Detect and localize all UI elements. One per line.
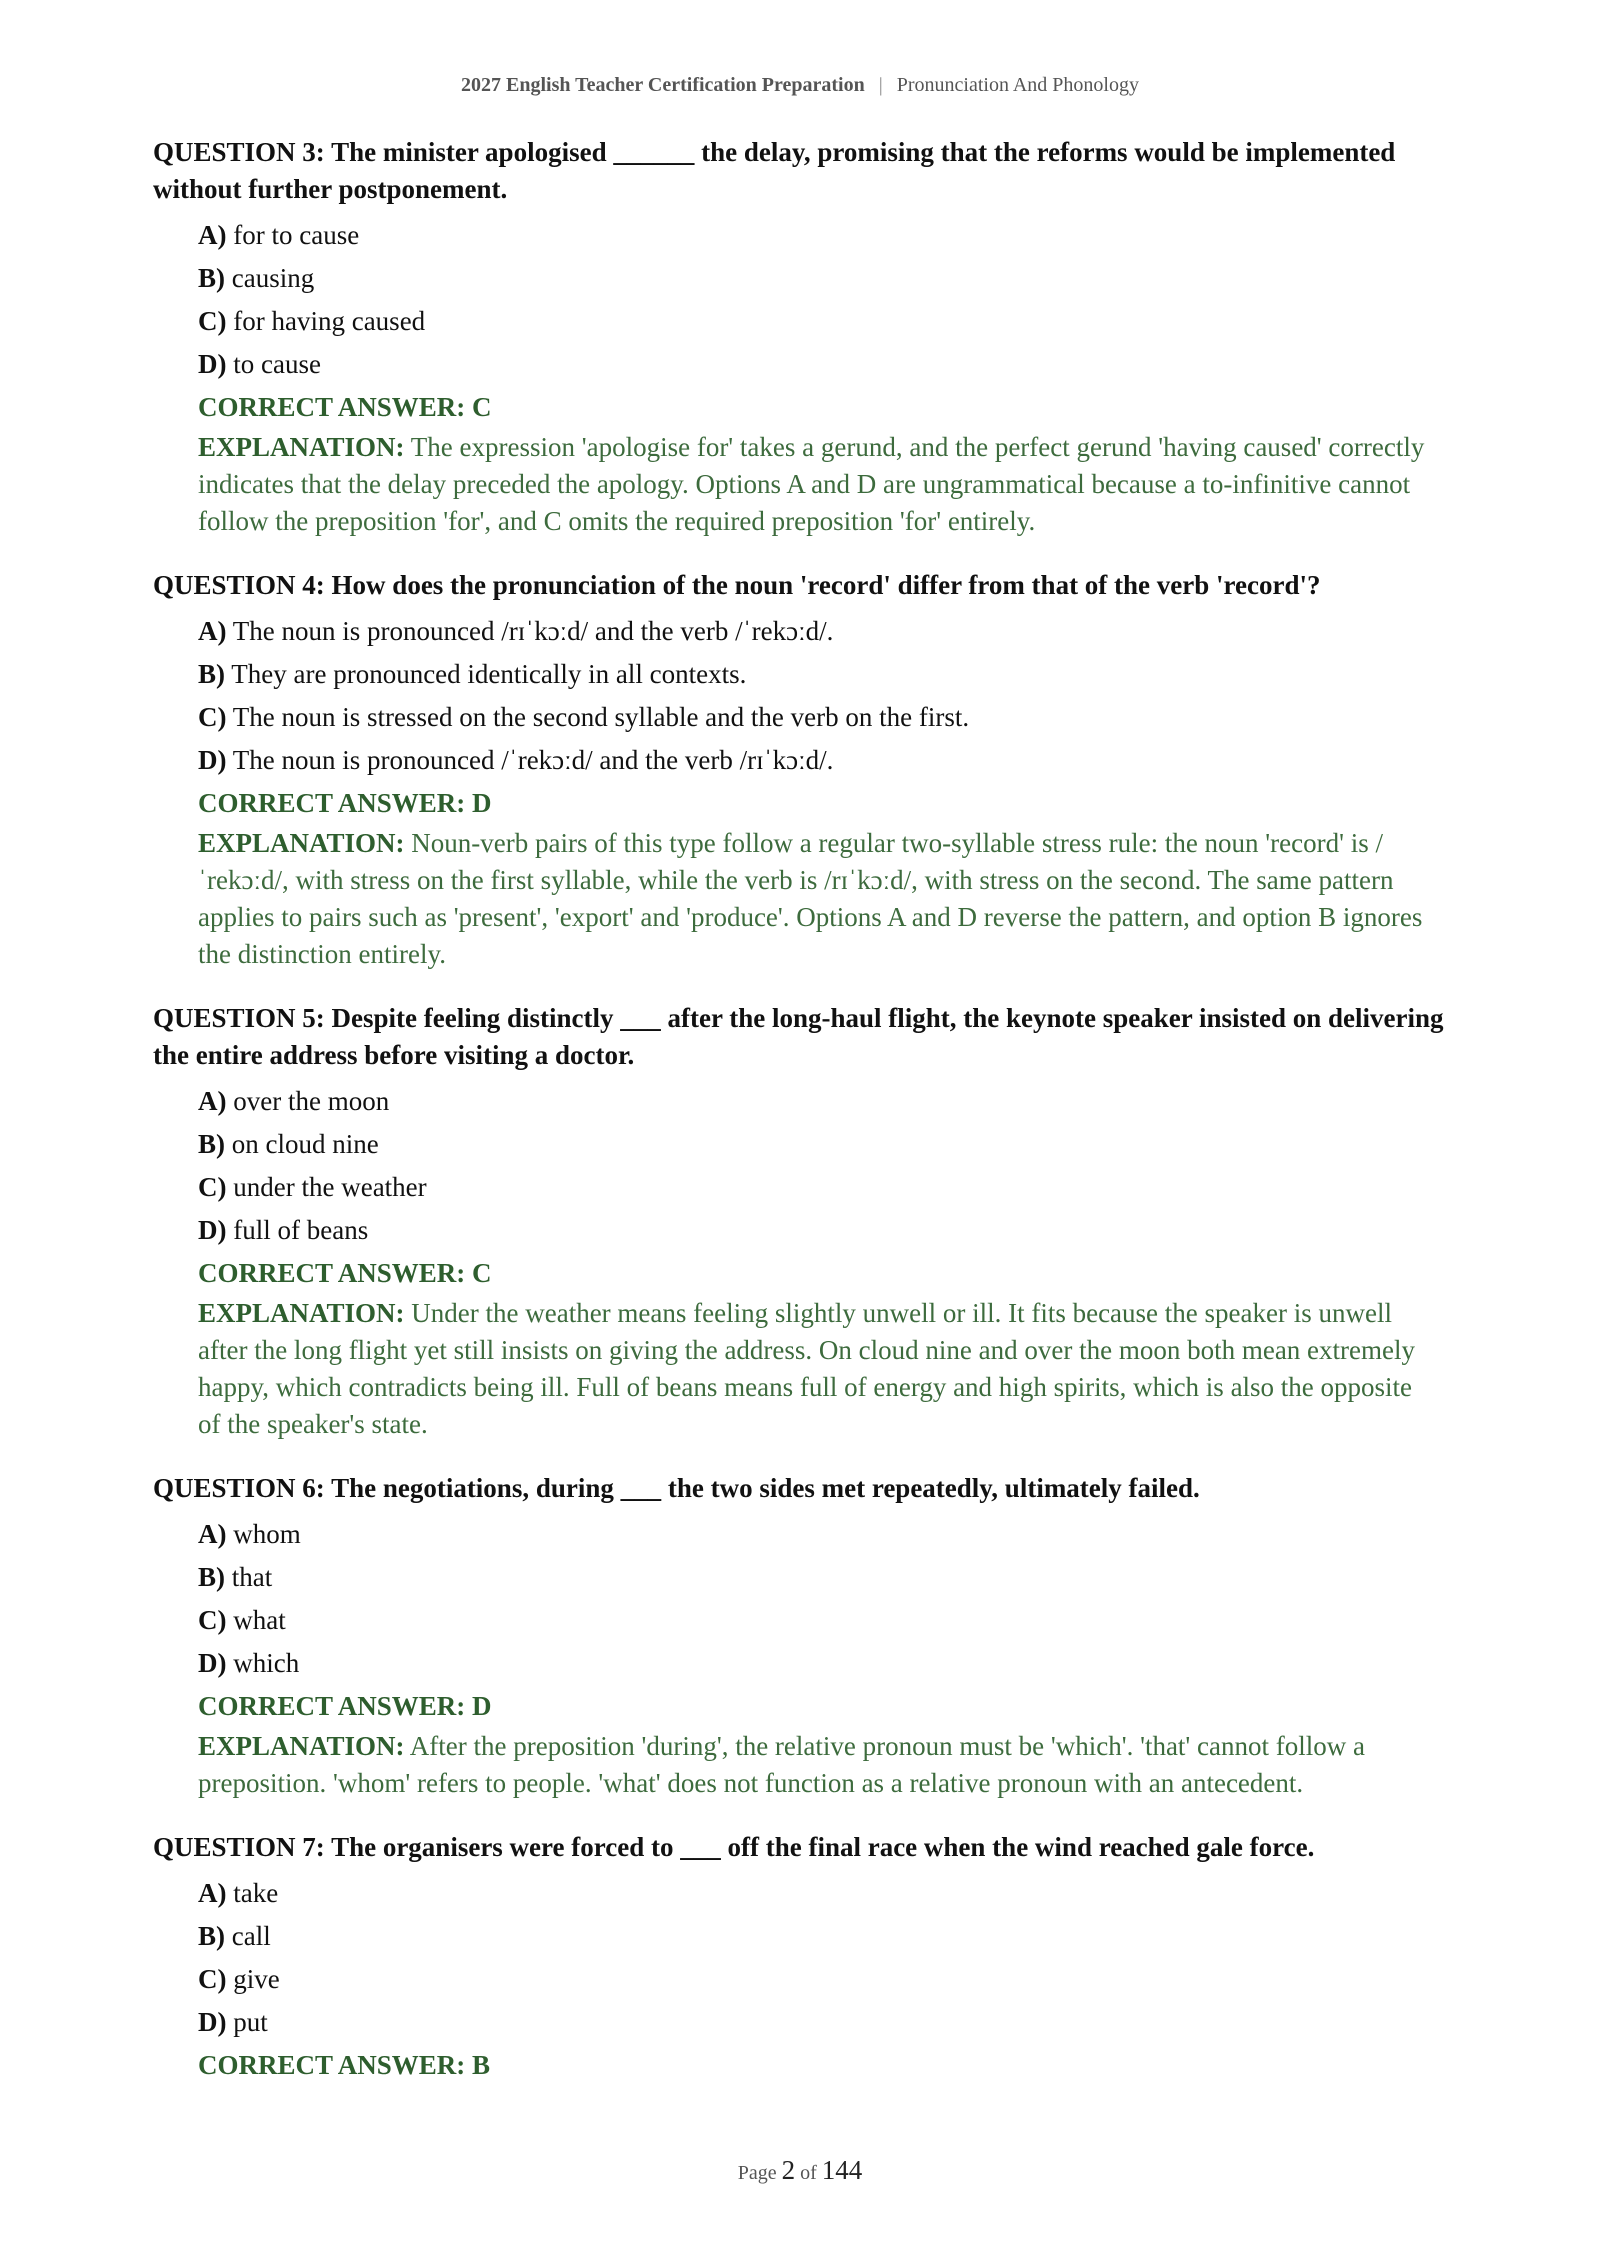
option-a (198, 610, 1453, 653)
question-label: QUESTION 4: (153, 570, 325, 600)
option-b (198, 653, 1453, 696)
option-a (198, 1513, 1453, 1556)
question-stem: The minister apologised ______ the delay, promising that the reforms would be implemented without further postponement. (153, 137, 1396, 204)
option-list (198, 610, 1453, 782)
option-text: which (233, 1648, 300, 1678)
option-text: that (231, 1562, 273, 1592)
option-text: They are pronounced identically in all contexts. (231, 659, 747, 689)
page-number: 2 (781, 2155, 796, 2185)
explanation-label: EXPLANATION: (198, 432, 405, 462)
question-text (153, 567, 1453, 604)
page-footer (0, 2155, 1600, 2186)
question-text (153, 1829, 1453, 1866)
explanation (198, 1295, 1438, 1443)
question-stem: The organisers were forced to ___ off the final race when the wind reached gale force. (331, 1832, 1315, 1862)
explanation-text: Under the weather means feeling slightly unwell or ill. It fits because the speaker is unwell after the long flight yet still insists on giving the address. On cloud nine and over the moon both mean extremely happy, which contradicts being ill. Full of beans means full of energy and high spirits, which is also the opposite of the speaker's state. (198, 1298, 1416, 1439)
option-b (198, 1123, 1453, 1166)
question-text (153, 1470, 1453, 1507)
option-c (198, 1958, 1453, 2001)
question-block (153, 1000, 1453, 1443)
section-title: Pronunciation And Phonology (896, 74, 1139, 96)
option-letter: A) (198, 220, 227, 250)
option-letter: C) (198, 306, 227, 336)
option-d (198, 2001, 1453, 2044)
explanation (198, 429, 1438, 540)
option-letter: C) (198, 702, 227, 732)
option-list (198, 214, 1453, 386)
option-letter: A) (198, 1519, 227, 1549)
option-letter: B) (198, 1129, 225, 1159)
correct-answer: CORRECT ANSWER: D (198, 1691, 492, 1721)
option-letter: B) (198, 659, 225, 689)
question-block (153, 1470, 1453, 1802)
option-letter: D) (198, 349, 227, 379)
of-word: of (800, 2162, 817, 2184)
explanation (198, 825, 1438, 973)
page-word: Page (737, 2162, 777, 2184)
option-text: full of beans (233, 1215, 369, 1245)
question-block (153, 567, 1453, 973)
option-a (198, 1080, 1453, 1123)
option-b (198, 257, 1453, 300)
option-letter: C) (198, 1605, 227, 1635)
explanation (198, 1728, 1438, 1802)
option-text: under the weather (233, 1172, 427, 1202)
option-letter: B) (198, 1921, 225, 1951)
option-text: causing (231, 263, 315, 293)
option-text: The noun is pronounced /rɪˈkɔːd/ and the verb /ˈrekɔːd/. (232, 616, 834, 646)
option-list (198, 1513, 1453, 1685)
option-d (198, 1642, 1453, 1685)
option-text: on cloud nine (231, 1129, 379, 1159)
option-letter: A) (198, 1878, 227, 1908)
option-list (198, 1080, 1453, 1252)
option-letter: C) (198, 1172, 227, 1202)
explanation-text: Noun-verb pairs of this type follow a regular two-syllable stress rule: the noun 'record' is /ˈrekɔːd/, with stress on the first syllable, while the verb is /rɪˈkɔːd/, with stress on the second. The same pattern applies to pairs such as 'present', 'export' and 'produce'. Options A and D reverse the pattern, and option B ignores the distinction entirely. (198, 828, 1423, 969)
option-text: give (233, 1964, 280, 1994)
option-letter: A) (198, 1086, 227, 1116)
option-letter: D) (198, 2007, 227, 2037)
option-d (198, 739, 1453, 782)
option-d (198, 1209, 1453, 1252)
option-letter: D) (198, 1215, 227, 1245)
question-stem: The negotiations, during ___ the two sides met repeatedly, ultimately failed. (331, 1473, 1200, 1503)
question-block (153, 1829, 1453, 2087)
correct-answer: CORRECT ANSWER: D (198, 788, 492, 818)
explanation-label: EXPLANATION: (198, 1731, 405, 1761)
question-block (153, 134, 1453, 540)
option-list (198, 1872, 1453, 2044)
option-text: to cause (233, 349, 321, 379)
option-d (198, 343, 1453, 386)
option-text: what (233, 1605, 286, 1635)
option-text: The noun is pronounced /ˈrekɔːd/ and the verb /rɪˈkɔːd/. (232, 745, 834, 775)
explanation-label: EXPLANATION: (198, 1298, 405, 1328)
option-text: The noun is stressed on the second syllable and the verb on the first. (232, 702, 970, 732)
option-text: for having caused (233, 306, 426, 336)
option-b (198, 1915, 1453, 1958)
option-letter: A) (198, 616, 227, 646)
option-c (198, 1166, 1453, 1209)
option-a (198, 1872, 1453, 1915)
option-text: call (231, 1921, 271, 1951)
question-label: QUESTION 3: (153, 137, 325, 167)
option-b (198, 1556, 1453, 1599)
page-content (153, 134, 1453, 2111)
option-letter: D) (198, 745, 227, 775)
question-label: QUESTION 7: (153, 1832, 325, 1862)
question-text (153, 1000, 1453, 1074)
option-letter: C) (198, 1964, 227, 1994)
option-letter: B) (198, 263, 225, 293)
option-a (198, 214, 1453, 257)
option-text: put (233, 2007, 268, 2037)
option-text: over the moon (233, 1086, 390, 1116)
running-header (0, 74, 1600, 97)
total-pages: 144 (821, 2155, 863, 2185)
option-letter: D) (198, 1648, 227, 1678)
option-letter: B) (198, 1562, 225, 1592)
question-stem: How does the pronunciation of the noun 'record' differ from that of the verb 'record'? (331, 570, 1321, 600)
option-text: whom (233, 1519, 301, 1549)
question-text (153, 134, 1453, 208)
correct-answer: CORRECT ANSWER: C (198, 392, 492, 422)
correct-answer: CORRECT ANSWER: B (198, 2050, 491, 2080)
option-text: take (233, 1878, 279, 1908)
explanation-text: After the preposition 'during', the relative pronoun must be 'which'. 'that' cannot follow a preposition. 'whom' refers to people. 'what' does not function as a relative pronoun with an antecedent. (198, 1731, 1365, 1798)
option-c (198, 300, 1453, 343)
book-title: 2027 English Teacher Certification Preparation (461, 74, 865, 96)
correct-answer: CORRECT ANSWER: C (198, 1258, 492, 1288)
option-c (198, 696, 1453, 739)
option-c (198, 1599, 1453, 1642)
header-separator: | (878, 74, 883, 96)
question-stem: Despite feeling distinctly ___ after the long-haul flight, the keynote speaker insisted on delivering the entire address before visiting a doctor. (153, 1003, 1444, 1070)
explanation-label: EXPLANATION: (198, 828, 405, 858)
explanation-text: The expression 'apologise for' takes a gerund, and the perfect gerund 'having caused' correctly indicates that the delay preceded the apology. Options A and D are ungrammatical because a to-infinitive cannot follow the preposition 'for', and C omits the required preposition 'for' entirely. (198, 432, 1425, 536)
question-label: QUESTION 6: (153, 1473, 325, 1503)
question-label: QUESTION 5: (153, 1003, 325, 1033)
option-text: for to cause (233, 220, 360, 250)
